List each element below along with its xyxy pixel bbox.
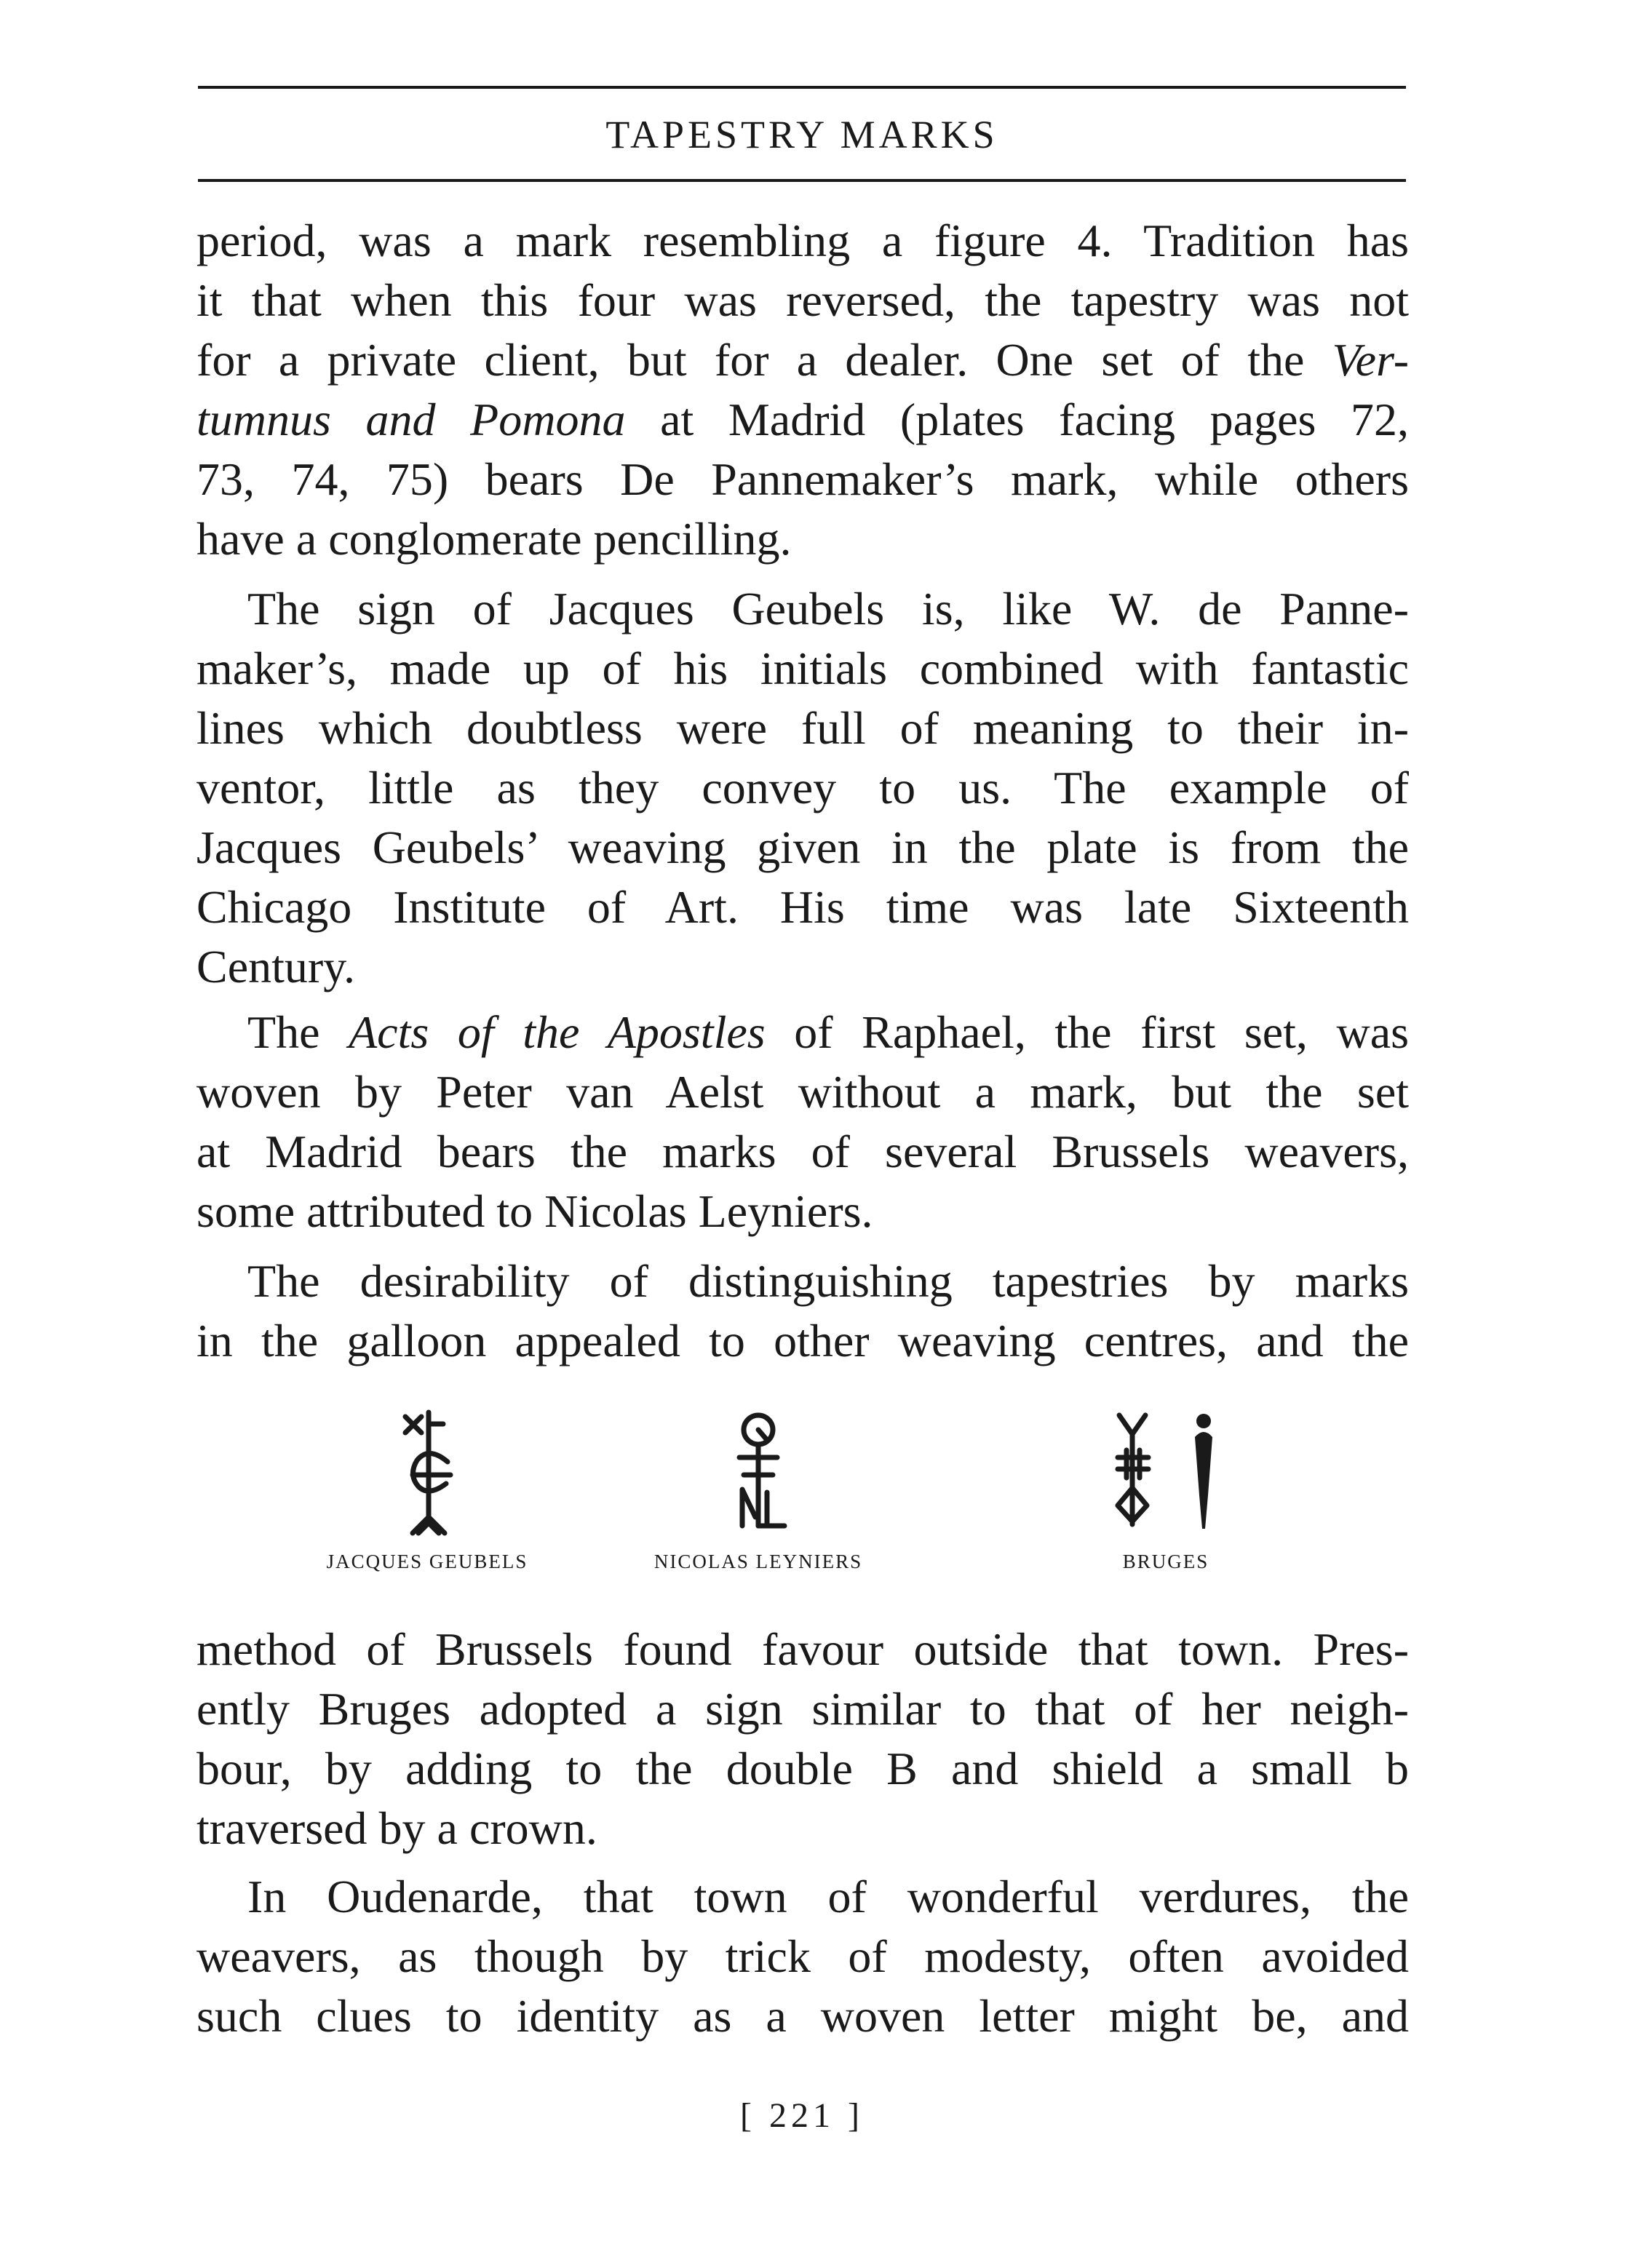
- text-line: in the galloon appealed to other weaving centres, and the: [196, 1315, 1409, 1366]
- text-line: 73, 74, 75) bears De Pannemaker’s mark, while others: [196, 453, 1409, 505]
- text-line: [196, 330, 1409, 390]
- text-line: Century.: [196, 941, 356, 992]
- text-segment: The: [247, 1006, 349, 1058]
- page-number: [ 221 ]: [740, 2096, 864, 2135]
- mark-label: NICOLAS LEYNIERS: [653, 1551, 863, 1572]
- text-line: lines which doubtless were full of meaning to their in-: [196, 702, 1409, 754]
- paragraph-4: [196, 1252, 1409, 1371]
- mark-label: BRUGES: [1122, 1551, 1209, 1572]
- text-line: woven by Peter van Aelst without a mark, but the set: [196, 1066, 1409, 1118]
- text-line: ently Bruges adopted a sign similar to that of her neigh-: [196, 1683, 1409, 1735]
- bruges-mark-icon: [1086, 1408, 1246, 1539]
- text-line: period, was a mark resembling a figure 4. Tradition has: [196, 215, 1409, 266]
- text-line: Jacques Geubels’ weaving given in the plate is from the: [196, 821, 1409, 873]
- mark-bruges: [1057, 1408, 1275, 1573]
- text-line: [196, 1003, 1409, 1062]
- text-line: bour, by adding to the double B and shield a small b: [196, 1743, 1409, 1794]
- text-line: Chicago Institute of Art. His time was late Sixteenth: [196, 881, 1409, 933]
- text-line: In Oudenarde, that town of wonderful verdures, the: [247, 1871, 1409, 1922]
- mark-jacques-geubels: [318, 1408, 536, 1573]
- text-line: at Madrid bears the marks of several Brussels weavers,: [196, 1126, 1409, 1177]
- paragraph-5: [196, 1620, 1409, 1858]
- italic-title: tumnus and Pomona: [196, 394, 626, 445]
- leyniers-mark-icon: [715, 1408, 802, 1539]
- text-line: traversed by a crown.: [196, 1802, 597, 1854]
- weaver-marks-figure: [198, 1408, 1406, 1597]
- header-rule-bottom: [198, 179, 1406, 182]
- text-line: weavers, as though by trick of modesty, often avoided: [196, 1930, 1409, 1982]
- paragraph-6: [196, 1867, 1409, 2046]
- text-line: The desirability of distinguishing tapestries by marks: [247, 1255, 1409, 1307]
- text-line: some attributed to Nicolas Leyniers.: [196, 1185, 873, 1237]
- italic-title: Acts of the Apostles: [349, 1006, 766, 1058]
- text-line: it that when this four was reversed, the tapestry was not: [196, 274, 1409, 326]
- running-head: TAPESTRY MARKS: [605, 113, 998, 156]
- paragraph-2: [196, 579, 1409, 997]
- text-line: maker’s, made up of his initials combined with fantastic: [196, 642, 1409, 694]
- text-segment: of Raphael, the first set, was: [765, 1006, 1409, 1058]
- text-segment: for a private client, but for a dealer. One set of the: [196, 334, 1332, 386]
- text-line: [196, 390, 1409, 450]
- text-line: method of Brussels found favour outside that town. Pres-: [196, 1623, 1409, 1675]
- header-rule-top: [198, 86, 1406, 89]
- text-line: such clues to identity as a woven letter might be, and: [196, 1990, 1409, 2042]
- text-line: have a conglomerate pencilling.: [196, 513, 792, 565]
- text-segment: at Madrid (plates facing pages 72,: [625, 394, 1409, 445]
- paragraph-1: [196, 211, 1409, 569]
- geubels-mark-icon: [384, 1408, 471, 1539]
- paragraph-3: [196, 1003, 1409, 1241]
- text-line: The sign of Jacques Geubels is, like W. de Panne-: [247, 583, 1409, 634]
- italic-title: Ver-: [1332, 334, 1409, 386]
- mark-nicolas-leyniers: [642, 1408, 875, 1573]
- text-line: ventor, little as they convey to us. The example of: [196, 762, 1409, 813]
- mark-label: JACQUES GEUBELS: [326, 1551, 528, 1572]
